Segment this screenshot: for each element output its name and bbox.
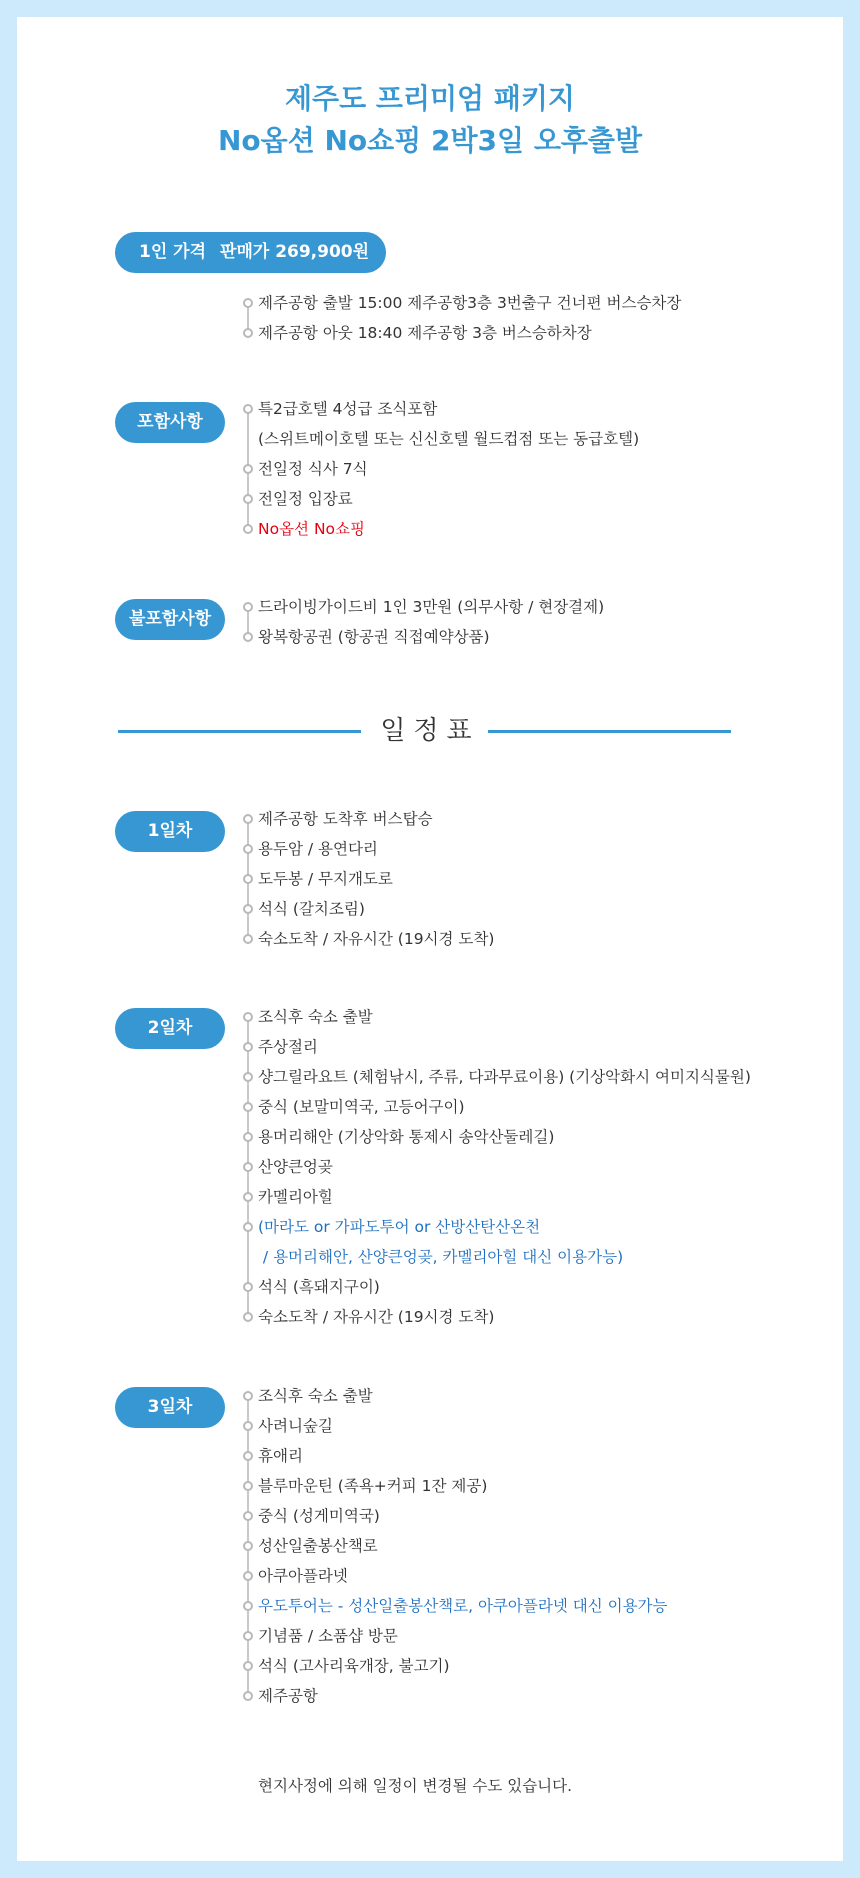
circle-dot-icon	[243, 1511, 253, 1521]
day1-timeline	[240, 804, 494, 954]
circle-dot-icon	[243, 1541, 253, 1551]
list-item: 드라이빙가이드비 1인 3만원 (의무사항 / 현장결제)	[240, 592, 604, 622]
list-item: 석식 (고사리육개장, 불고기)	[240, 1651, 667, 1681]
circle-dot-icon	[243, 1222, 253, 1232]
page-title	[0, 78, 860, 162]
circle-dot-icon	[243, 1691, 253, 1701]
circle-dot-icon	[243, 844, 253, 854]
list-item: (스위트메이호텔 또는 신신호텔 월드컵점 또는 동급호텔)	[258, 430, 640, 448]
list-item: 용두암 / 용연다리	[240, 834, 494, 864]
list-item: 휴애리	[240, 1441, 667, 1471]
circle-dot-icon	[243, 934, 253, 944]
excluded-badge: 불포함사항	[115, 599, 225, 640]
list-item: 제주공항 출발 15:00 제주공항3층 3번출구 건너편 버스승차장	[240, 288, 681, 318]
circle-dot-icon	[243, 1102, 253, 1112]
circle-dot-icon	[243, 814, 253, 824]
list-item: 석식 (갈치조림)	[240, 894, 494, 924]
list-item: 용머리해안 (기상악화 통제시 송악산둘레길)	[240, 1122, 751, 1152]
list-item: 중식 (보말미역국, 고등어구이)	[240, 1092, 751, 1122]
list-item: 조식후 숙소 출발	[240, 1381, 667, 1411]
list-item: 샹그릴라요트 (체험낚시, 주류, 다과무료이용) (기상악화시 여미지식물원)	[240, 1062, 751, 1092]
day1-badge: 1일차	[115, 811, 225, 852]
list-item: 석식 (흑돼지구이)	[240, 1272, 751, 1302]
list-item: 아쿠아플라넷	[240, 1561, 667, 1591]
list-item: 성산일출봉산책로	[240, 1531, 667, 1561]
circle-dot-icon	[243, 1072, 253, 1082]
circle-dot-icon	[243, 1601, 253, 1611]
list-item: 제주공항 도착후 버스탑승	[240, 804, 494, 834]
footer-notice: 현지사정에 의해 일정이 변경될 수도 있습니다.	[258, 1777, 573, 1795]
list-item: 특2급호텔 4성급 조식포함	[240, 394, 639, 424]
schedule-title: 일정표	[380, 716, 480, 746]
list-item: No옵션 No쇼핑	[240, 514, 639, 544]
included-badge: 포함사항	[115, 402, 225, 443]
circle-dot-icon	[243, 1042, 253, 1052]
circle-dot-icon	[243, 1421, 253, 1431]
list-item: 전일정 입장료	[240, 484, 639, 514]
page-title-line1: 제주도 프리미엄 패키지	[285, 82, 575, 115]
list-item: (마라도 or 가파도투어 or 산방산탄산온천	[240, 1212, 751, 1242]
circle-dot-icon	[243, 494, 253, 504]
circle-dot-icon	[243, 1661, 253, 1671]
circle-dot-icon	[243, 874, 253, 884]
excluded-timeline	[240, 592, 604, 652]
circle-dot-icon	[243, 464, 253, 474]
list-item: 숙소도착 / 자유시간 (19시경 도착)	[240, 1302, 751, 1332]
list-item: 제주공항 아웃 18:40 제주공항 3층 버스승하차장	[240, 318, 681, 348]
price-value: 판매가 269,900원	[220, 242, 370, 262]
price-timeline	[240, 288, 681, 348]
circle-dot-icon	[243, 1132, 253, 1142]
list-item: 숙소도착 / 자유시간 (19시경 도착)	[240, 924, 494, 954]
circle-dot-icon	[243, 1312, 253, 1322]
circle-dot-icon	[243, 524, 253, 534]
price-label: 1인 가격	[139, 242, 207, 262]
circle-dot-icon	[243, 1192, 253, 1202]
list-item: 블루마운틴 (족욕+커피 1잔 제공)	[240, 1471, 667, 1501]
circle-dot-icon	[243, 1162, 253, 1172]
list-item: 주상절리	[240, 1032, 751, 1062]
circle-dot-icon	[243, 602, 253, 612]
list-item: 조식후 숙소 출발	[240, 1002, 751, 1032]
circle-dot-icon	[243, 328, 253, 338]
page-title-line2: No옵션 No쇼핑 2박3일 오후출발	[217, 124, 643, 157]
day3-badge: 3일차	[115, 1387, 225, 1428]
list-item: 사려니숲길	[240, 1411, 667, 1441]
circle-dot-icon	[243, 1571, 253, 1581]
circle-dot-icon	[243, 1481, 253, 1491]
circle-dot-icon	[243, 1451, 253, 1461]
list-item: 제주공항	[240, 1681, 667, 1711]
day3-timeline	[240, 1381, 667, 1711]
list-item: 카멜리아힐	[240, 1182, 751, 1212]
list-item: 우도투어는 - 성산일출봉산책로, 아쿠아플라넷 대신 이용가능	[240, 1591, 667, 1621]
day2-timeline	[240, 1002, 751, 1332]
circle-dot-icon	[243, 904, 253, 914]
circle-dot-icon	[243, 1631, 253, 1641]
list-item: 산양큰엉곶	[240, 1152, 751, 1182]
circle-dot-icon	[243, 1391, 253, 1401]
day2-badge: 2일차	[115, 1008, 225, 1049]
list-item: 중식 (성게미역국)	[240, 1501, 667, 1531]
circle-dot-icon	[243, 632, 253, 642]
circle-dot-icon	[243, 404, 253, 414]
price-badge	[115, 232, 386, 273]
list-item: / 용머리해안, 산양큰엉곶, 카멜리아힐 대신 이용가능)	[258, 1248, 624, 1266]
list-item: 도두봉 / 무지개도로	[240, 864, 494, 894]
circle-dot-icon	[243, 298, 253, 308]
list-item: 기념품 / 소품샵 방문	[240, 1621, 667, 1651]
circle-dot-icon	[243, 1012, 253, 1022]
list-item: 왕복항공권 (항공권 직접예약상품)	[240, 622, 604, 652]
included-timeline	[240, 394, 639, 544]
circle-dot-icon	[243, 1282, 253, 1292]
list-item: 전일정 식사 7식	[240, 454, 639, 484]
schedule-heading	[0, 709, 860, 753]
